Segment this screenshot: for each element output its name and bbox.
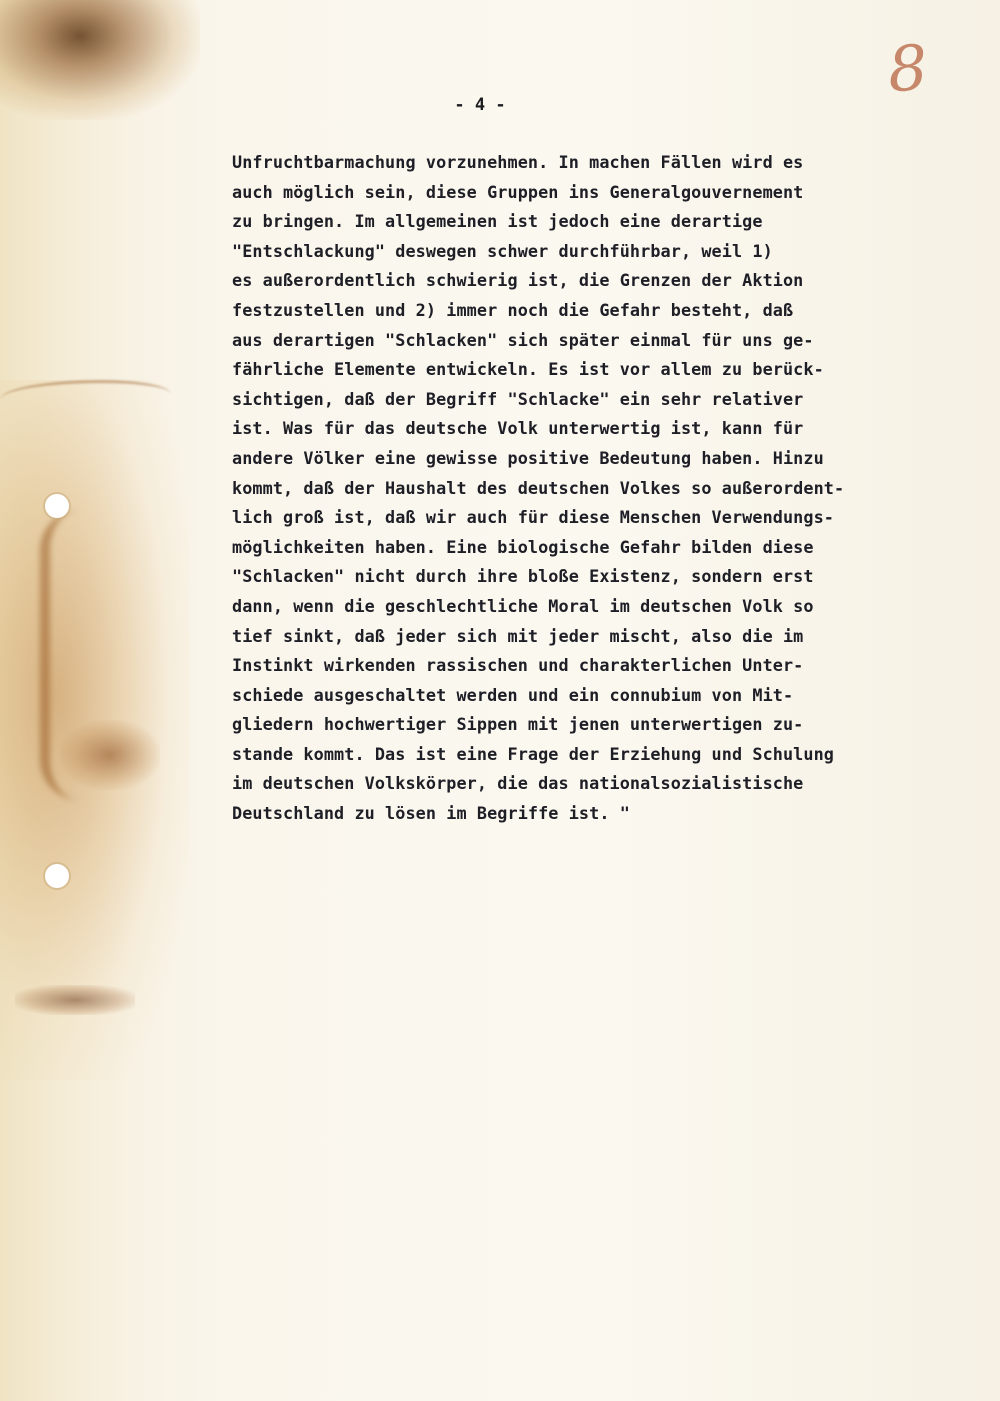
- burn-stain-blob: [60, 720, 160, 790]
- text-line: Instinkt wirkenden rassischen und charakterlichen Unter-: [232, 655, 804, 676]
- text-line: aus derartigen "Schlacken" sich später einmal für uns ge-: [232, 329, 814, 350]
- text-line: lich groß ist, daß wir auch für diese Menschen Verwendungs-: [232, 507, 834, 528]
- burn-stain-bottom: [15, 985, 135, 1015]
- punch-hole-lower: [45, 864, 69, 888]
- text-line: es außerordentlich schwierig ist, die Grenzen der Aktion: [232, 270, 804, 291]
- text-line: tief sinkt, daß jeder sich mit jeder mischt, also die im: [232, 625, 804, 646]
- text-line: Deutschland zu lösen im Begriffe ist. ": [232, 803, 630, 824]
- text-line: festzustellen und 2) immer noch die Gefahr besteht, daß: [232, 299, 794, 320]
- text-line: kommt, daß der Haushalt des deutschen Volkes so außerordent-: [232, 477, 845, 498]
- text-line: stande kommt. Das ist eine Frage der Erziehung und Schulung: [232, 743, 834, 764]
- burn-stain-streak: [40, 510, 120, 800]
- punch-hole-upper: [45, 494, 69, 518]
- page-number: - 4 -: [454, 95, 506, 115]
- text-line: dann, wenn die geschlechtliche Moral im deutschen Volk so: [232, 595, 814, 616]
- text-line: sichtigen, daß der Begriff "Schlacke" ein sehr relativer: [232, 388, 804, 409]
- text-line: möglichkeiten haben. Eine biologische Gefahr bilden diese: [232, 536, 814, 557]
- text-line: "Entschlackung" deswegen schwer durchführbar, weil 1): [232, 240, 773, 261]
- burn-stain-top: [0, 0, 200, 120]
- text-line: fährliche Elemente entwickeln. Es ist vor allem zu berück-: [232, 359, 824, 380]
- text-line: "Schlacken" nicht durch ihre bloße Existenz, sondern erst: [232, 566, 814, 587]
- body-text: [232, 148, 977, 829]
- text-line: zu bringen. Im allgemeinen ist jedoch eine derartige: [232, 211, 763, 232]
- text-line: gliedern hochwertiger Sippen mit jenen unterwertigen zu-: [232, 714, 804, 735]
- text-line: im deutschen Volkskörper, die das nationalsozialistische: [232, 773, 804, 794]
- text-line: auch möglich sein, diese Gruppen ins Generalgouvernement: [232, 181, 804, 202]
- text-line: Unfruchtbarmachung vorzunehmen. In machen Fällen wird es: [232, 152, 804, 172]
- handwritten-page-number: 8: [885, 30, 930, 107]
- text-line: schiede ausgeschaltet werden und ein connubium von Mit-: [232, 684, 794, 705]
- text-line: ist. Was für das deutsche Volk unterwertig ist, kann für: [232, 418, 804, 439]
- burn-stain-line: [0, 380, 170, 413]
- burn-stain-left: [0, 380, 190, 1080]
- text-line: andere Völker eine gewisse positive Bedeutung haben. Hinzu: [232, 447, 824, 468]
